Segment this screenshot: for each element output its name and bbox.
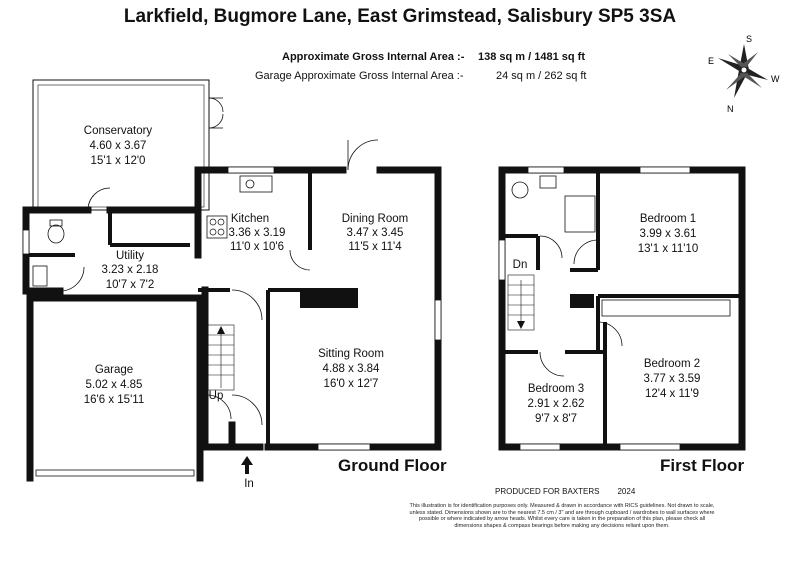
bedroom-1-imperial: 13'1 x 11'10 bbox=[637, 243, 699, 255]
stairs-down-label: Dn bbox=[512, 259, 528, 271]
bedroom-2-name: Bedroom 2 bbox=[643, 358, 701, 370]
compass-n-label: N bbox=[727, 104, 734, 114]
gross-area-value: 138 sq m / 1481 sq ft bbox=[478, 51, 585, 63]
compass-e-label: E bbox=[708, 56, 715, 66]
compass-w-label: W bbox=[771, 74, 780, 84]
bedroom-3-imperial: 9'7 x 8'7 bbox=[534, 413, 578, 425]
produced-for-text: PRODUCED FOR BAXTERS bbox=[495, 487, 600, 496]
sitting-room-metric: 4.88 x 3.84 bbox=[322, 363, 380, 375]
ground-floor-plan bbox=[23, 80, 441, 478]
utility-name: Utility bbox=[115, 250, 145, 262]
garage-area-label: Garage Approximate Gross Internal Area :- bbox=[255, 70, 464, 82]
bedroom-1-name: Bedroom 1 bbox=[639, 213, 697, 225]
bedroom-1-metric: 3.99 x 3.61 bbox=[639, 228, 697, 240]
ground-floor-label: Ground Floor bbox=[338, 456, 447, 475]
utility-metric: 3.23 x 2.18 bbox=[101, 264, 159, 276]
compass-rose-icon bbox=[708, 34, 780, 114]
utility-imperial: 10'7 x 7'2 bbox=[105, 279, 155, 291]
conservatory-name: Conservatory bbox=[83, 125, 153, 137]
kitchen-name: Kitchen bbox=[230, 213, 270, 225]
sitting-room-name: Sitting Room bbox=[318, 348, 384, 360]
garage-name: Garage bbox=[94, 364, 134, 376]
dining-room-imperial: 11'5 x 11'4 bbox=[348, 241, 402, 253]
entrance-label: In bbox=[244, 478, 254, 490]
gross-area-label: Approximate Gross Internal Area :- bbox=[282, 51, 465, 63]
conservatory-imperial: 15'1 x 12'0 bbox=[90, 155, 146, 167]
conservatory-metric: 4.60 x 3.67 bbox=[89, 140, 147, 152]
garage-area-value: 24 sq m / 262 sq ft bbox=[496, 70, 587, 82]
bedroom-3-name: Bedroom 3 bbox=[527, 383, 585, 395]
dining-room-metric: 3.47 x 3.45 bbox=[346, 227, 404, 239]
produced-year: 2024 bbox=[617, 487, 636, 496]
garage-metric: 5.02 x 4.85 bbox=[85, 379, 143, 391]
bedroom-3-metric: 2.91 x 2.62 bbox=[527, 398, 585, 410]
bedroom-2-metric: 3.77 x 3.59 bbox=[643, 373, 701, 385]
disclaimer-text: This illustration is for identification purposes only. Measured & drawn in accordance with RICS guidelines. Not drawn to scale, unless stated. Dimensions shown are to the nearest 7.5 cm / 3" and are through cupboard / wardrobes to wall surfaces where possible or where indicated by arrow heads. Whilst every care is taken in the preparation of this plan, please check all dimensions shapes & compass bearings before making any decisions reliant upon them. bbox=[409, 503, 715, 529]
stairs-up-label: Up bbox=[208, 390, 224, 402]
sitting-room-imperial: 16'0 x 12'7 bbox=[323, 378, 379, 390]
kitchen-metric: 3.36 x 3.19 bbox=[228, 227, 286, 239]
property-address-title: Larkfield, Bugmore Lane, East Grimstead, Salisbury SP5 3SA bbox=[123, 6, 677, 27]
dining-room-name: Dining Room bbox=[341, 213, 409, 225]
entrance-arrow-icon bbox=[241, 456, 253, 474]
compass-s-label: S bbox=[746, 34, 753, 44]
garage-imperial: 16'6 x 15'11 bbox=[83, 394, 145, 406]
kitchen-imperial: 11'0 x 10'6 bbox=[229, 241, 285, 253]
produced-for-credit bbox=[495, 487, 653, 496]
first-floor-label: First Floor bbox=[660, 456, 745, 475]
bedroom-2-imperial: 12'4 x 11'9 bbox=[644, 388, 700, 400]
